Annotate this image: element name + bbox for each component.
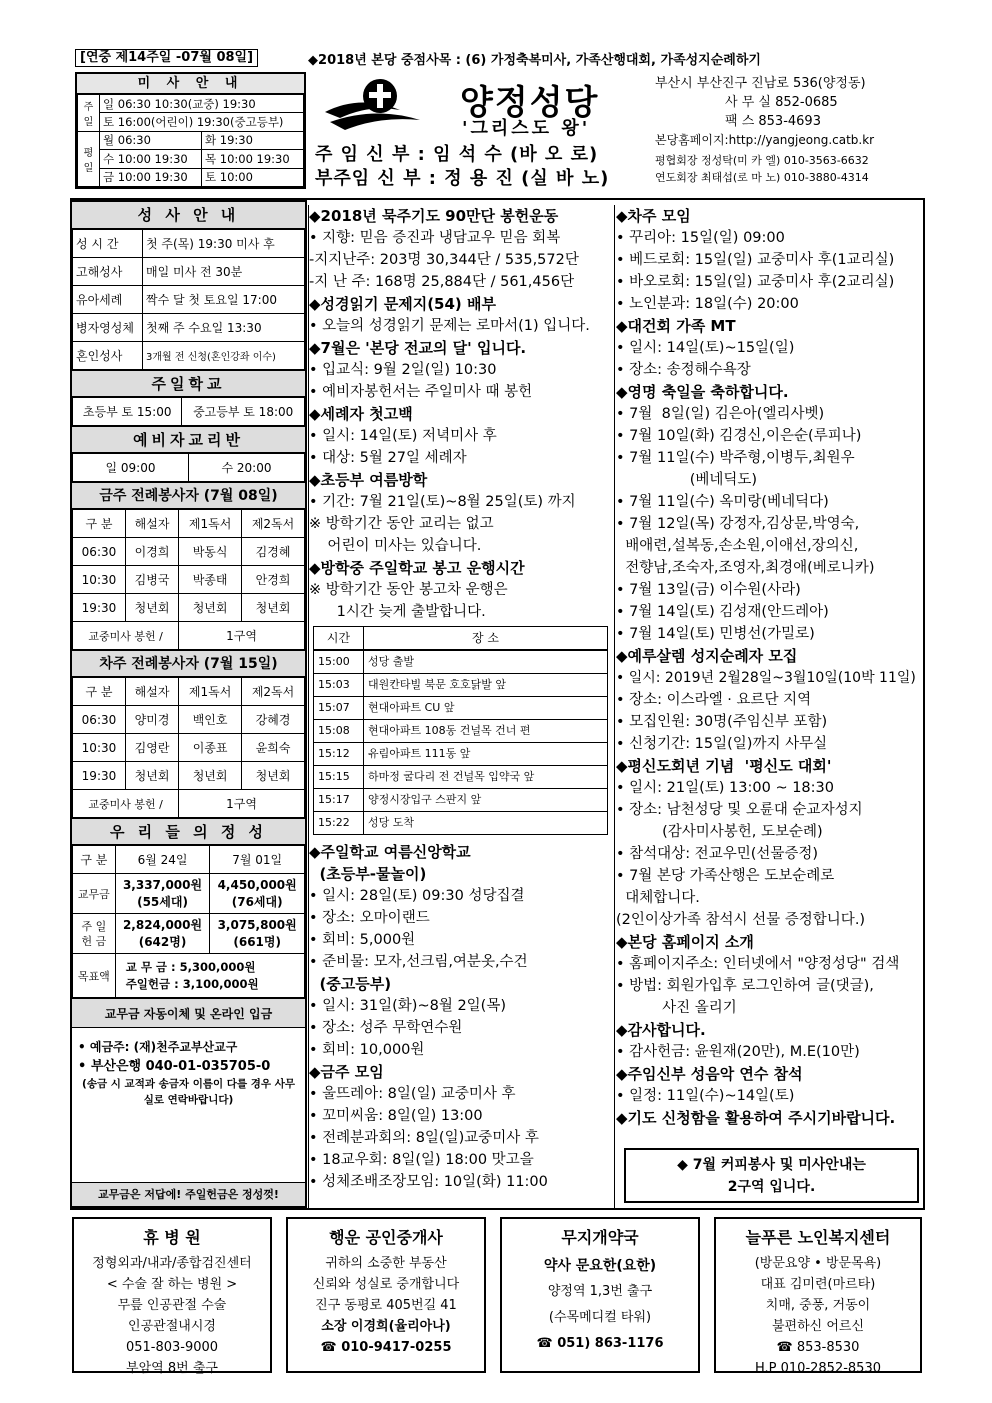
- news-line: (감사미사봉헌, 도보순례): [616, 824, 823, 840]
- table-cell: 김영란: [125, 734, 178, 762]
- news-line: • 장소: 남천성당 및 오륜대 순교자성지: [616, 802, 863, 818]
- mass-cell: 토 10:00: [201, 168, 303, 186]
- news-line: • 회비: 10,000원: [309, 1042, 425, 1058]
- news-heading: ◆2018년 묵주기도 90만단 봉헌운동: [309, 207, 559, 225]
- column-divider: [614, 205, 615, 1208]
- goal-sunday: 주일헌금 : 3,100,000원: [125, 976, 259, 991]
- table-cell: 2,824,000원 (642명): [115, 914, 210, 954]
- servers-next-title: 차주 전례봉사자 (7월 15일): [72, 650, 305, 677]
- ad-line: ☎ 853-8530: [776, 1340, 860, 1355]
- church-logo: [320, 74, 450, 134]
- news-line: • 7월 14일(토) 김성재(안드레아): [616, 604, 829, 620]
- news-heading: (중고등부): [309, 975, 392, 993]
- news-line: • 일시: 28일(토) 09:30 성당집결: [309, 888, 525, 904]
- ad-title: 무지개약국: [561, 1228, 639, 1247]
- mass-cell: 화 19:30: [201, 131, 303, 149]
- news-heading: ◆초등부 여름방학: [309, 471, 428, 489]
- table-cell: 대원칸타빌 북문 호호닭발 앞: [364, 674, 608, 697]
- ad-line: 불편하신 어르신: [771, 1319, 865, 1334]
- catechumen-title: 예비자교리반: [72, 426, 305, 453]
- table-header: 구 분: [73, 846, 116, 874]
- ad-title: 휴 병 원: [143, 1228, 201, 1247]
- news-heading: (초등부-물놀이): [309, 865, 427, 883]
- news-line: • 18교우회: 8일(일) 18:00 맛고을: [309, 1152, 534, 1168]
- news-line: • 꼬미씨움: 8일(일) 13:00: [309, 1108, 483, 1124]
- church-address-block: [655, 74, 923, 150]
- news-line: • 준비물: 모자,선크림,여분옷,수건: [309, 954, 528, 970]
- table-cell: 첫째 주 수요일 13:30: [143, 314, 305, 342]
- table-cell: 수 20:00: [189, 454, 305, 482]
- news-heading: ◆금주 모임: [309, 1063, 384, 1081]
- table-cell: 이종표: [179, 734, 242, 762]
- church-name: 양정성당: [460, 83, 600, 123]
- ad-realtor: [286, 1217, 486, 1373]
- table-cell: 청년회: [125, 594, 178, 622]
- table-cell: 청년회: [242, 594, 305, 622]
- news-heading: ◆본당 홈페이지 소개: [616, 933, 754, 951]
- bank-holder: • 예금주: (재)천주교부산교구: [78, 1040, 238, 1054]
- offering-value: 1구역: [179, 622, 305, 650]
- ad-line: 대표 김미련(마르타): [760, 1277, 876, 1292]
- ad-pharmacy: [500, 1217, 700, 1373]
- table-cell: 짝수 달 첫 토요일 17:00: [143, 286, 305, 314]
- right-news: [616, 205, 924, 1129]
- news-line: • 장소: 이스라엘 · 요르단 지역: [616, 692, 812, 708]
- table-cell: 안경희: [242, 566, 305, 594]
- news-line: • 7월 본당 가족산행은 도보순례로: [616, 868, 835, 884]
- ad-line: (수목메디컬 타워): [548, 1310, 652, 1325]
- news-heading: ◆감사합니다.: [616, 1021, 706, 1039]
- mass-row: 일 06:30 10:30(교중) 19:30: [100, 95, 304, 113]
- news-line: • 입교식: 9월 2일(일) 10:30: [309, 362, 497, 378]
- ad-line: 무릎 인공관절 수술: [117, 1298, 227, 1313]
- fax-number: 팩 스 853-4693: [725, 114, 821, 129]
- priests-block: [315, 143, 609, 191]
- ad-line: < 수술 잘 하는 병원 >: [106, 1277, 238, 1292]
- news-line: • 감사헌금: 윤원재(20만), M.E(10만): [616, 1044, 860, 1060]
- news-heading: ◆대건회 가족 MT: [616, 317, 736, 335]
- table-cell: 06:30: [73, 538, 126, 566]
- table-header: 구 분: [73, 678, 126, 706]
- table-cell: 15:22: [314, 812, 364, 835]
- bank-note: (송금 시 교적과 송금자 이름이 다를 경우 사무실로 연락바랍니다): [82, 1078, 295, 1106]
- bank-footer: 교무금은 저답에! 주일헌금은 정성껏!: [72, 1182, 305, 1206]
- ad-line: 치매, 중풍, 거동이: [765, 1298, 871, 1313]
- leaders-block: [655, 152, 869, 186]
- table-header: 시간: [314, 627, 364, 651]
- middle-news: [309, 205, 614, 623]
- table-cell: 15:08: [314, 720, 364, 743]
- news-line: • 홈페이지주소: 인터넷에서 "양정성당" 검색: [616, 956, 900, 972]
- news-heading: ◆예루살렘 성지순례자 모집: [616, 647, 798, 665]
- news-line: • 장소: 성주 무학연수원: [309, 1020, 463, 1036]
- news-line: • 성체조배조장모임: 10일(화) 11:00: [309, 1174, 548, 1190]
- bank-title: 교무금 자동이체 및 온라인 입금: [72, 998, 305, 1028]
- ad-title: 늘푸른 노인복지센터: [745, 1228, 891, 1247]
- middle-news-2: [309, 841, 614, 1193]
- issue-label: [연중 제14주일 -07월 08일]: [75, 49, 258, 67]
- table-cell: 김경혜: [242, 538, 305, 566]
- news-heading: ◆주일학교 여름신앙학교: [309, 843, 471, 861]
- news-line: • 베드로회: 15일(일) 교중미사 후(1교리실): [616, 252, 895, 268]
- news-line: (베네딕도): [616, 472, 758, 488]
- news-line: • 7월 10일(화) 김경신,이은순(루피나): [616, 428, 862, 444]
- ad-line: 진구 동평로 405번길 41: [315, 1298, 457, 1313]
- table-cell: 15:07: [314, 697, 364, 720]
- news-line: • 꾸리아: 15일(일) 09:00: [616, 230, 785, 246]
- table-cell: 현대아파트 CU 앞: [364, 697, 608, 720]
- table-cell: 15:00: [314, 650, 364, 674]
- middle-column: [309, 205, 614, 1193]
- left-column: [70, 200, 307, 1208]
- news-line: • 일시: 14일(토)~15일(일): [616, 340, 795, 356]
- notice-line: 2구역 입니다.: [727, 1179, 816, 1195]
- offerings-title: 우 리 들 의 정 성: [72, 818, 305, 845]
- news-line: -지 난 주: 168명 25,884단 / 561,456단: [309, 274, 575, 290]
- offering-label: 교중미사 봉헌 /: [73, 622, 179, 650]
- top-bar: [75, 48, 923, 68]
- table-cell: 유아세례: [73, 286, 143, 314]
- coffee-notice: [624, 1148, 919, 1203]
- table-cell: 현대아파트 108동 건널목 건너 편: [364, 720, 608, 743]
- news-line: • 바오로회: 15일(일) 교중미사 후(2교리실): [616, 274, 895, 290]
- headline: ◆2018년 본당 중점사목 : (6) 가정축복미사, 가족산행대회, 가족성지순례하기: [308, 52, 761, 68]
- goal-dues: 교 무 금 : 5,300,000원: [125, 959, 256, 974]
- news-line: 1시간 늦게 출발합니다.: [309, 604, 486, 620]
- news-line: • 신청기간: 15일(일)까지 사무실: [616, 736, 828, 752]
- table-cell: 초등부 토 15:00: [73, 398, 182, 426]
- table-cell: 15:15: [314, 766, 364, 789]
- bank-info: [72, 1028, 305, 1112]
- table-header: 제2독서: [242, 510, 305, 538]
- mass-cell: 목 10:00 19:30: [201, 150, 303, 168]
- table-cell: 15:12: [314, 743, 364, 766]
- table-header: 해설자: [125, 510, 178, 538]
- news-line: • 기간: 7월 21일(토)~8월 25일(토) 까지: [309, 494, 576, 510]
- news-line: • 일시: 2019년 2월28일~3월10일(10박 11일): [616, 670, 916, 686]
- ad-line: 정형외과/내과/종합검진센터: [92, 1256, 252, 1271]
- table-cell: 병자영성체: [73, 314, 143, 342]
- dues-label: 교무금: [73, 874, 116, 914]
- table-header: 제1독서: [179, 510, 242, 538]
- table-header: 해설자: [125, 678, 178, 706]
- news-line: ※ 방학기간 동안 교리는 없고: [309, 516, 494, 532]
- news-line: • 일시: 14일(토) 저녁미사 후: [309, 428, 497, 444]
- ad-line: (방문요양 • 방문목욕): [754, 1256, 882, 1271]
- table-header: 제2독서: [242, 678, 305, 706]
- ad-line: H.P 010-2852-8530: [754, 1361, 881, 1376]
- servers-this-title: 금주 전례봉사자 (7월 08일): [72, 482, 305, 509]
- table-cell: 윤희숙: [242, 734, 305, 762]
- news-line: (2인이상가족 참석시 선물 증정합니다.): [616, 912, 866, 928]
- offering-value: 1구역: [179, 790, 305, 818]
- news-heading: ◆성경읽기 문제지(54) 배부: [309, 295, 496, 313]
- table-cell: 06:30: [73, 706, 126, 734]
- table-cell: 청년회: [125, 762, 178, 790]
- news-line: • 대상: 5월 27일 세례자: [309, 450, 467, 466]
- table-cell: 강혜경: [242, 706, 305, 734]
- goal-label: 목표액: [73, 954, 116, 998]
- mass-guide: [75, 72, 306, 189]
- table-cell: 3,337,000원 (55세대): [115, 874, 210, 914]
- ad-line: ☎ 010-9417-0255: [320, 1340, 452, 1355]
- ad-line: 인공관절내시경: [128, 1319, 216, 1334]
- table-cell: 19:30: [73, 762, 126, 790]
- table-cell: 성당 출발: [364, 650, 608, 674]
- table-cell: 김병국: [125, 566, 178, 594]
- news-line: • 노인분과: 18일(수) 20:00: [616, 296, 799, 312]
- news-heading: ◆영명 축일을 축하합니다.: [616, 383, 789, 401]
- mass-cell: 월 06:30: [100, 131, 202, 149]
- table-header: 장 소: [364, 627, 608, 651]
- table-cell: 19:30: [73, 594, 126, 622]
- news-line: • 전례분과회의: 8일(일)교중미사 후: [309, 1130, 539, 1146]
- news-line: • 울뜨레아: 8일(일) 교중미사 후: [309, 1086, 516, 1102]
- table-cell: 일 09:00: [73, 454, 189, 482]
- news-line: • 7월 14일(토) 민병선(가밀로): [616, 626, 815, 642]
- news-line: 전향남,조숙자,조영자,최경애(베로니카): [616, 560, 875, 576]
- table-cell: 청년회: [242, 762, 305, 790]
- table-header: 6월 24일: [115, 846, 210, 874]
- ad-hospital: [72, 1217, 272, 1376]
- ad-line: 051-803-9000: [125, 1340, 219, 1355]
- table-cell: 박동식: [179, 538, 242, 566]
- ad-line: 신뢰와 성실로 중개합니다: [312, 1277, 460, 1292]
- table-cell: 3개월 전 신청(혼인강좌 이수): [143, 342, 305, 370]
- news-line: ※ 방학기간 동안 봉고차 운행은: [309, 582, 508, 598]
- news-line: • 지향: 믿음 증진과 냉담교우 믿음 회복: [309, 230, 561, 246]
- ad-line: 귀하의 소중한 부동산: [325, 1256, 447, 1271]
- mass-row: 토 16:00(어린이) 19:30(중고등부): [100, 113, 304, 131]
- table-header: 구 분: [73, 510, 126, 538]
- mass-cell: 수 10:00 19:30: [100, 150, 202, 168]
- news-line: • 일시: 21일(토) 13:00 ~ 18:30: [616, 780, 834, 796]
- sunday-offering-label: 주 일 헌 금: [73, 914, 116, 954]
- church-subtitle: '그리스도 왕': [462, 118, 591, 139]
- news-heading: ◆7월은 '본당 전교의 달' 입니다.: [309, 339, 527, 357]
- table-cell: 15:03: [314, 674, 364, 697]
- news-heading: ◆세례자 첫고백: [309, 405, 413, 423]
- news-line: • 참석대상: 전교우민(선물증정): [616, 846, 819, 862]
- table-cell: 성당 도착: [364, 812, 608, 835]
- news-heading: ◆주임신부 성음악 연수 참석: [616, 1065, 803, 1083]
- news-line: • 7월 13일(금) 이수원(사라): [616, 582, 801, 598]
- ad-senior-center: [714, 1217, 922, 1376]
- news-line: -지지난주: 203명 30,344단 / 535,572단: [309, 252, 579, 268]
- table-cell: 이경희: [125, 538, 178, 566]
- table-cell: 백인호: [179, 706, 242, 734]
- sacrament-title: 성 사 안 내: [72, 202, 305, 229]
- table-cell: 4,450,000원 (76세대): [210, 874, 305, 914]
- mass-cell: 금 10:00 19:30: [100, 168, 202, 186]
- news-line: 대체합니다.: [616, 890, 700, 906]
- assistant-pastor: 부주임 신 부 : 정 용 진 (실 바 노): [315, 168, 610, 189]
- weekday-label: 평일: [78, 131, 100, 186]
- news-line: 배애련,설복동,손소원,이애선,장의신,: [616, 538, 859, 554]
- news-line: 사진 올리기: [616, 1000, 737, 1016]
- table-cell: 매일 미사 전 30분: [143, 258, 305, 286]
- news-line: • 7월 12일(목) 강정자,김상문,박영숙,: [616, 516, 860, 532]
- table-cell: 양정시장입구 스판지 앞: [364, 789, 608, 812]
- notice-line: ◆ 7월 커피봉사 및 미사안내는: [677, 1157, 866, 1173]
- news-line: • 모집인원: 30명(주임신부 포함): [616, 714, 828, 730]
- right-column: [616, 205, 924, 1129]
- table-header: 제1독서: [179, 678, 242, 706]
- news-heading: ◆기도 신청함을 활용하여 주시기바랍니다.: [616, 1109, 896, 1127]
- news-heading: ◆방학중 주일학교 봉고 운행시간: [309, 559, 525, 577]
- office-phone: 사 무 실 852-0685: [725, 95, 838, 110]
- news-line: • 7월 11일(수) 박주형,이병두,최원우: [616, 450, 855, 466]
- news-line: • 일시: 31일(화)~8월 2일(목): [309, 998, 506, 1014]
- ad-line: 약사 문요한(요한): [543, 1258, 657, 1274]
- table-cell: 10:30: [73, 566, 126, 594]
- ad-title: 행운 공인중개사: [329, 1228, 443, 1247]
- table-cell: 유림아파트 111동 앞: [364, 743, 608, 766]
- table-cell: 하마정 굴다리 전 건널목 입약국 앞: [364, 766, 608, 789]
- news-heading: ◆평신도회년 기념 '평신도 대회': [616, 757, 832, 775]
- sunday-school-title: 주일학교: [72, 370, 305, 397]
- ad-line: 소장 이경희(율리아나): [321, 1319, 451, 1334]
- ad-line: 양정역 1,3번 출구: [547, 1284, 653, 1299]
- table-cell: 성 시 간: [73, 230, 143, 258]
- table-cell: 청년회: [179, 762, 242, 790]
- table-header: 7월 01일: [210, 846, 305, 874]
- ad-line: ☎ 051) 863-1176: [536, 1336, 664, 1351]
- sunday-label: 주일: [78, 95, 100, 132]
- table-cell: 혼인성사: [73, 342, 143, 370]
- offering-label: 교중미사 봉헌 /: [73, 790, 179, 818]
- news-line: • 장소: 송정해수욕장: [616, 362, 751, 378]
- bank-account: • 부산은행 040-01-035705-0: [78, 1059, 271, 1074]
- news-line: • 오늘의 성경읽기 문제는 로마서(1) 입니다.: [309, 318, 590, 334]
- ad-line: 부암역 8번 출구: [126, 1361, 218, 1376]
- news-heading: ◆차주 모임: [616, 207, 691, 225]
- sacrament-table: [72, 229, 305, 370]
- news-line: • 회비: 5,000원: [309, 932, 416, 948]
- table-cell: 15:17: [314, 789, 364, 812]
- news-line: 어린이 미사는 있습니다.: [309, 538, 482, 554]
- council-president: 평협회장 정성탁(미 카 엘) 010-3563-6632: [655, 154, 869, 167]
- table-cell: 고해성사: [73, 258, 143, 286]
- church-address: 부산시 부산진구 진남로 536(양정동): [655, 76, 866, 91]
- news-line: • 7월 11일(수) 옥미랑(베네딕다): [616, 494, 829, 510]
- pastor: 주 임 신 부 : 임 석 수 (바 오 로): [315, 144, 599, 165]
- table-cell: 3,075,800원 (661명): [210, 914, 305, 954]
- table-cell: 중고등부 토 18:00: [182, 398, 305, 426]
- news-line: • 일정: 11일(수)~14일(토): [616, 1088, 795, 1104]
- table-cell: 청년회: [179, 594, 242, 622]
- table-cell: 양미경: [125, 706, 178, 734]
- news-line: • 예비자봉헌서는 주일미사 때 봉헌: [309, 384, 533, 400]
- prayer-leader: 연도회장 최태섭(로 마 노) 010-3880-4314: [655, 171, 869, 184]
- table-cell: 10:30: [73, 734, 126, 762]
- mass-guide-title: 미 사 안 내: [77, 74, 304, 94]
- news-line: • 7월 8일(일) 김은아(엘리사벳): [616, 406, 825, 422]
- table-cell: 첫 주(목) 19:30 미사 후: [143, 230, 305, 258]
- table-cell: 박종태: [179, 566, 242, 594]
- homepage-link[interactable]: 본당홈페이지:http://yangjeong.catb.kr: [655, 133, 875, 147]
- news-line: • 방법: 회원가입후 로그인하여 글(댓글),: [616, 978, 874, 994]
- bus-route-table: [313, 626, 608, 835]
- news-line: • 장소: 오마이랜드: [309, 910, 430, 926]
